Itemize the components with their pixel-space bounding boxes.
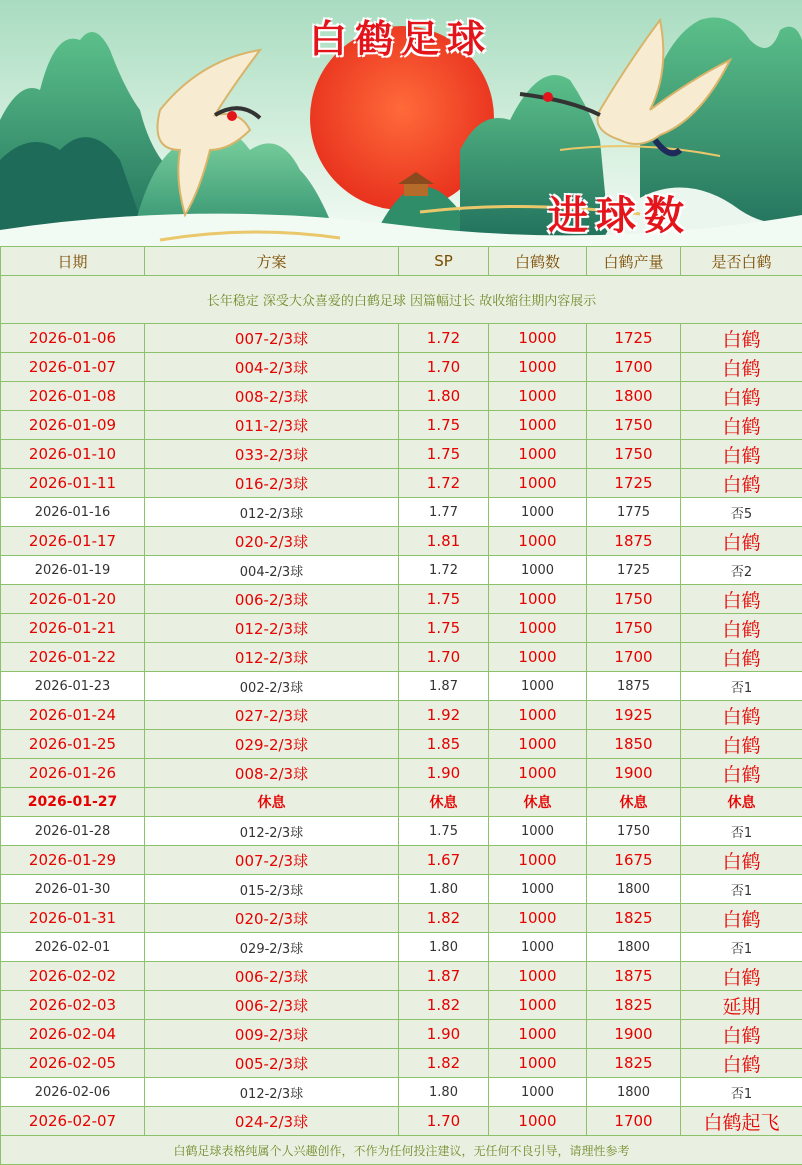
cell-plan: 012-2/3球	[145, 614, 399, 643]
cell-sp: 1.67	[399, 846, 489, 875]
cell-sp: 1.87	[399, 962, 489, 991]
cell-plan: 002-2/3球	[145, 672, 399, 701]
cell-plan: 024-2/3球	[145, 1107, 399, 1136]
cell-date: 2026-01-23	[1, 672, 145, 701]
footer-disclaimer: 白鹤足球表格纯属个人兴趣创作，不作为任何投注建议，无任何不良引导，请理性参考	[1, 1136, 802, 1165]
table-row	[1, 904, 802, 933]
table-row	[1, 469, 802, 498]
cell-date: 2026-01-26	[1, 759, 145, 788]
cell-count: 1000	[489, 498, 587, 527]
cell-date: 2026-01-27	[1, 788, 145, 817]
cell-output: 1775	[587, 498, 681, 527]
cell-output: 1725	[587, 469, 681, 498]
banner-subtitle: 进球数	[548, 184, 692, 241]
cell-output: 1875	[587, 962, 681, 991]
cell-sp: 1.72	[399, 324, 489, 353]
cell-count: 1000	[489, 875, 587, 904]
cell-count: 1000	[489, 382, 587, 411]
cell-date: 2026-01-16	[1, 498, 145, 527]
cell-count: 1000	[489, 556, 587, 585]
cell-sp: 1.82	[399, 904, 489, 933]
cell-sp: 1.75	[399, 614, 489, 643]
cell-sp: 1.80	[399, 933, 489, 962]
table-row	[1, 788, 802, 817]
cell-output: 1900	[587, 759, 681, 788]
cell-sp: 1.82	[399, 1049, 489, 1078]
cell-result: 否1	[681, 1078, 802, 1107]
cell-result: 否5	[681, 498, 802, 527]
col-header-date: 日期	[1, 247, 145, 276]
cell-date: 2026-02-07	[1, 1107, 145, 1136]
cell-count: 1000	[489, 353, 587, 382]
cell-count: 1000	[489, 527, 587, 556]
col-header-result: 是否白鹤	[681, 247, 802, 276]
cell-plan: 015-2/3球	[145, 875, 399, 904]
cell-output: 1800	[587, 933, 681, 962]
cell-plan: 休息	[145, 788, 399, 817]
cell-date: 2026-02-01	[1, 933, 145, 962]
cell-output: 1750	[587, 411, 681, 440]
cell-date: 2026-01-19	[1, 556, 145, 585]
cell-sp: 1.82	[399, 991, 489, 1020]
cell-result: 否1	[681, 875, 802, 904]
cell-result: 白鹤	[681, 904, 802, 933]
cell-plan: 012-2/3球	[145, 498, 399, 527]
cell-date: 2026-01-09	[1, 411, 145, 440]
col-header-plan: 方案	[145, 247, 399, 276]
cell-count: 1000	[489, 904, 587, 933]
col-header-count: 白鹤数	[489, 247, 587, 276]
cell-sp: 1.90	[399, 759, 489, 788]
cell-result: 白鹤	[681, 353, 802, 382]
cell-date: 2026-01-21	[1, 614, 145, 643]
cell-date: 2026-01-30	[1, 875, 145, 904]
cell-result: 白鹤起飞	[681, 1107, 802, 1136]
cell-result: 白鹤	[681, 1049, 802, 1078]
cell-result: 白鹤	[681, 411, 802, 440]
cell-output: 1825	[587, 1049, 681, 1078]
cell-result: 白鹤	[681, 701, 802, 730]
cell-sp: 休息	[399, 788, 489, 817]
cell-date: 2026-02-06	[1, 1078, 145, 1107]
table-row	[1, 875, 802, 904]
table-row	[1, 1107, 802, 1136]
cell-plan: 033-2/3球	[145, 440, 399, 469]
banner-title: 白鹤足球	[0, 8, 802, 63]
cell-count: 1000	[489, 846, 587, 875]
cell-plan: 004-2/3球	[145, 353, 399, 382]
cell-output: 1875	[587, 527, 681, 556]
results-table	[0, 246, 802, 1165]
footer-row	[1, 1136, 802, 1165]
cell-date: 2026-01-29	[1, 846, 145, 875]
cell-plan: 004-2/3球	[145, 556, 399, 585]
cell-result: 白鹤	[681, 585, 802, 614]
cell-result: 延期	[681, 991, 802, 1020]
notice-row	[1, 276, 802, 324]
table-row	[1, 527, 802, 556]
cell-output: 1900	[587, 1020, 681, 1049]
cell-date: 2026-01-24	[1, 701, 145, 730]
cell-count: 1000	[489, 991, 587, 1020]
cell-output: 1675	[587, 846, 681, 875]
cell-output: 1875	[587, 672, 681, 701]
cell-sp: 1.80	[399, 382, 489, 411]
table-row	[1, 701, 802, 730]
cell-result: 白鹤	[681, 382, 802, 411]
table-row	[1, 411, 802, 440]
cell-date: 2026-01-11	[1, 469, 145, 498]
cell-count: 1000	[489, 614, 587, 643]
cell-result: 白鹤	[681, 469, 802, 498]
cell-plan: 007-2/3球	[145, 846, 399, 875]
col-header-output: 白鹤产量	[587, 247, 681, 276]
cell-count: 1000	[489, 672, 587, 701]
notice-text: 长年稳定 深受大众喜爱的白鹤足球 因篇幅过长 故收缩往期内容展示	[1, 276, 802, 324]
table-row	[1, 440, 802, 469]
table-row	[1, 1049, 802, 1078]
cell-plan: 027-2/3球	[145, 701, 399, 730]
cell-result: 否1	[681, 933, 802, 962]
cell-date: 2026-01-08	[1, 382, 145, 411]
table-row	[1, 498, 802, 527]
cell-sp: 1.70	[399, 1107, 489, 1136]
cell-count: 1000	[489, 701, 587, 730]
cell-plan: 012-2/3球	[145, 817, 399, 846]
table-row	[1, 643, 802, 672]
cell-sp: 1.75	[399, 817, 489, 846]
cell-sp: 1.92	[399, 701, 489, 730]
cell-date: 2026-01-25	[1, 730, 145, 759]
cell-sp: 1.85	[399, 730, 489, 759]
cell-plan: 006-2/3球	[145, 962, 399, 991]
cell-count: 1000	[489, 440, 587, 469]
cell-count: 1000	[489, 411, 587, 440]
table-row	[1, 817, 802, 846]
cell-result: 休息	[681, 788, 802, 817]
cell-count: 1000	[489, 1107, 587, 1136]
cell-plan: 006-2/3球	[145, 991, 399, 1020]
table-row	[1, 556, 802, 585]
table-row	[1, 1020, 802, 1049]
cell-result: 否2	[681, 556, 802, 585]
table-row	[1, 585, 802, 614]
cell-count: 1000	[489, 933, 587, 962]
header-banner	[0, 0, 802, 246]
cell-date: 2026-01-06	[1, 324, 145, 353]
table-row	[1, 382, 802, 411]
cell-output: 1750	[587, 585, 681, 614]
cell-plan: 005-2/3球	[145, 1049, 399, 1078]
table-row	[1, 991, 802, 1020]
cell-plan: 020-2/3球	[145, 527, 399, 556]
cell-result: 白鹤	[681, 527, 802, 556]
cell-output: 1750	[587, 440, 681, 469]
cell-result: 白鹤	[681, 440, 802, 469]
table-row	[1, 933, 802, 962]
cell-sp: 1.72	[399, 469, 489, 498]
cell-date: 2026-01-07	[1, 353, 145, 382]
cell-count: 1000	[489, 324, 587, 353]
cell-plan: 029-2/3球	[145, 933, 399, 962]
cell-sp: 1.75	[399, 440, 489, 469]
cell-date: 2026-01-22	[1, 643, 145, 672]
cell-count: 休息	[489, 788, 587, 817]
cell-result: 白鹤	[681, 643, 802, 672]
cell-result: 白鹤	[681, 730, 802, 759]
cell-sp: 1.77	[399, 498, 489, 527]
cell-plan: 016-2/3球	[145, 469, 399, 498]
table-row	[1, 846, 802, 875]
cell-output: 1700	[587, 643, 681, 672]
cell-date: 2026-02-02	[1, 962, 145, 991]
cell-count: 1000	[489, 817, 587, 846]
cell-result: 白鹤	[681, 614, 802, 643]
cell-plan: 012-2/3球	[145, 643, 399, 672]
cell-count: 1000	[489, 469, 587, 498]
cell-date: 2026-02-05	[1, 1049, 145, 1078]
cell-output: 1800	[587, 1078, 681, 1107]
cell-plan: 011-2/3球	[145, 411, 399, 440]
table-row	[1, 672, 802, 701]
cell-plan: 029-2/3球	[145, 730, 399, 759]
cell-output: 1700	[587, 1107, 681, 1136]
table-row	[1, 1078, 802, 1107]
cell-output: 1825	[587, 904, 681, 933]
table-row	[1, 353, 802, 382]
cell-plan: 008-2/3球	[145, 382, 399, 411]
cell-count: 1000	[489, 962, 587, 991]
cell-result: 白鹤	[681, 846, 802, 875]
cell-plan: 012-2/3球	[145, 1078, 399, 1107]
cell-result: 白鹤	[681, 962, 802, 991]
cell-output: 1750	[587, 817, 681, 846]
cell-date: 2026-02-03	[1, 991, 145, 1020]
cell-output: 1925	[587, 701, 681, 730]
cell-sp: 1.80	[399, 875, 489, 904]
cell-plan: 009-2/3球	[145, 1020, 399, 1049]
cell-date: 2026-01-10	[1, 440, 145, 469]
cell-plan: 006-2/3球	[145, 585, 399, 614]
cell-sp: 1.87	[399, 672, 489, 701]
table-row	[1, 759, 802, 788]
cell-plan: 007-2/3球	[145, 324, 399, 353]
table-row	[1, 730, 802, 759]
cell-date: 2026-01-31	[1, 904, 145, 933]
cell-result: 否1	[681, 672, 802, 701]
cell-output: 1800	[587, 875, 681, 904]
cell-date: 2026-01-28	[1, 817, 145, 846]
cell-count: 1000	[489, 1078, 587, 1107]
col-header-sp: SP	[399, 247, 489, 276]
cell-count: 1000	[489, 759, 587, 788]
cell-count: 1000	[489, 1049, 587, 1078]
cell-sp: 1.70	[399, 353, 489, 382]
cell-sp: 1.80	[399, 1078, 489, 1107]
cell-plan: 008-2/3球	[145, 759, 399, 788]
cell-output: 1825	[587, 991, 681, 1020]
cell-output: 1725	[587, 556, 681, 585]
cell-count: 1000	[489, 643, 587, 672]
cell-sp: 1.75	[399, 411, 489, 440]
cell-output: 1725	[587, 324, 681, 353]
cell-sp: 1.70	[399, 643, 489, 672]
cell-date: 2026-01-17	[1, 527, 145, 556]
cell-result: 白鹤	[681, 1020, 802, 1049]
cell-output: 休息	[587, 788, 681, 817]
cell-plan: 020-2/3球	[145, 904, 399, 933]
cell-count: 1000	[489, 585, 587, 614]
table-row	[1, 614, 802, 643]
cell-count: 1000	[489, 1020, 587, 1049]
cell-output: 1800	[587, 382, 681, 411]
cell-sp: 1.81	[399, 527, 489, 556]
cell-result: 白鹤	[681, 324, 802, 353]
cell-sp: 1.90	[399, 1020, 489, 1049]
table-row	[1, 962, 802, 991]
cell-count: 1000	[489, 730, 587, 759]
cell-date: 2026-02-04	[1, 1020, 145, 1049]
cell-result: 否1	[681, 817, 802, 846]
cell-output: 1700	[587, 353, 681, 382]
cell-date: 2026-01-20	[1, 585, 145, 614]
cell-output: 1850	[587, 730, 681, 759]
cell-sp: 1.75	[399, 585, 489, 614]
table-header	[1, 247, 802, 276]
cell-output: 1750	[587, 614, 681, 643]
table-row	[1, 324, 802, 353]
cell-sp: 1.72	[399, 556, 489, 585]
cell-result: 白鹤	[681, 759, 802, 788]
